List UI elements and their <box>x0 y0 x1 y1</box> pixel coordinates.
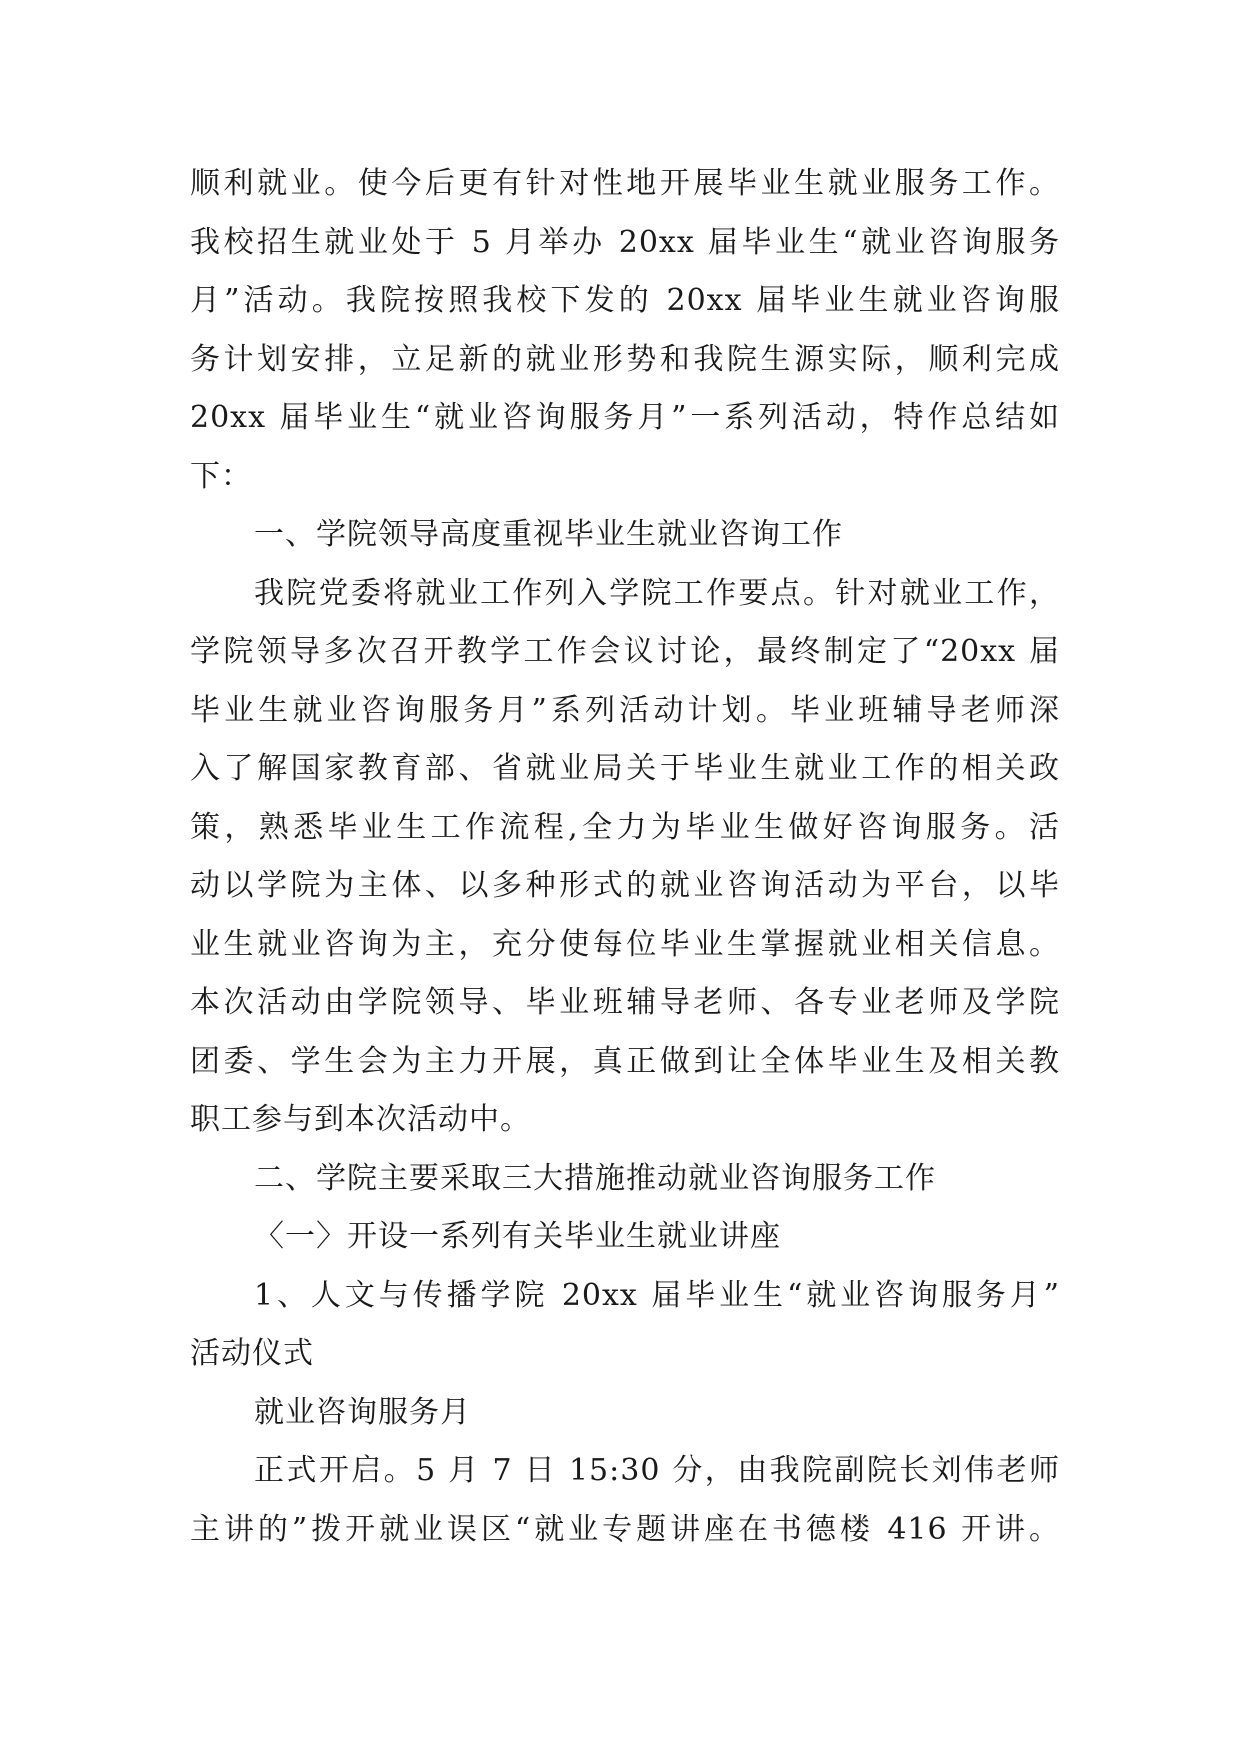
paragraph-line: 策，熟悉毕业生工作流程,全力为毕业生做好咨询服务。活 <box>190 809 1060 845</box>
paragraph-line: 务计划安排，立足新的就业形势和我院生源实际，顺利完成 <box>190 341 1060 377</box>
paragraph-line: 正式开启。5 月 7 日 15:30 分，由我院副院长刘伟老师 <box>254 1453 1060 1488</box>
subsection-heading: 〈一〉开设一系列有关毕业生就业讲座 <box>254 1219 781 1254</box>
section-heading: 二、学院主要采取三大措施推动就业咨询服务工作 <box>254 1160 936 1196</box>
paragraph-line: 团委、学生会为主力开展，真正做到让全体毕业生及相关教 <box>190 1043 1060 1079</box>
paragraph-line: 本次活动由学院领导、毕业班辅导老师、各专业老师及学院 <box>190 985 1060 1020</box>
paragraph-line: 职工参与到本次活动中。 <box>190 1102 531 1137</box>
paragraph-line: 顺利就业。使今后更有针对性地开展毕业生就业服务工作。 <box>190 166 1060 201</box>
paragraph-line: 动以学院为主体、以多种形式的就业咨询活动为平台，以毕 <box>190 868 1060 903</box>
paragraph-line: 入了解国家教育部、省就业局关于毕业生就业工作的相关政 <box>190 751 1060 786</box>
paragraph-line: 主讲的”拨开就业误区“就业专题讲座在书德楼 416 开讲。 <box>190 1511 1060 1547</box>
paragraph-line: 活动仪式 <box>190 1336 314 1371</box>
paragraph-line: 1、人文与传播学院 20xx 届毕业生“就业咨询服务月” <box>254 1277 1060 1313</box>
paragraph-line: 月”活动。我院按照我校下发的 20xx 届毕业生就业咨询服 <box>190 283 1060 318</box>
document-page <box>190 155 1060 1559</box>
paragraph-line: 下： <box>190 458 252 494</box>
paragraph-line: 业生就业咨询为主，充分使每位毕业生掌握就业相关信息。 <box>190 926 1060 962</box>
paragraph-line: 学院领导多次召开教学工作会议讨论，最终制定了“20xx 届 <box>190 634 1060 669</box>
paragraph-line: 就业咨询服务月 <box>254 1394 471 1430</box>
paragraph-line: 毕业生就业咨询服务月”系列活动计划。毕业班辅导老师深 <box>190 692 1060 728</box>
paragraph-line: 我院党委将就业工作列入学院工作要点。针对就业工作， <box>254 575 1060 611</box>
section-heading: 一、学院领导高度重视毕业生就业咨询工作 <box>254 517 843 552</box>
paragraph-line: 20xx 届毕业生“就业咨询服务月”一系列活动，特作总结如 <box>190 400 1060 435</box>
paragraph-line: 我校招生就业处于 5 月举办 20xx 届毕业生“就业咨询服务 <box>190 224 1060 260</box>
